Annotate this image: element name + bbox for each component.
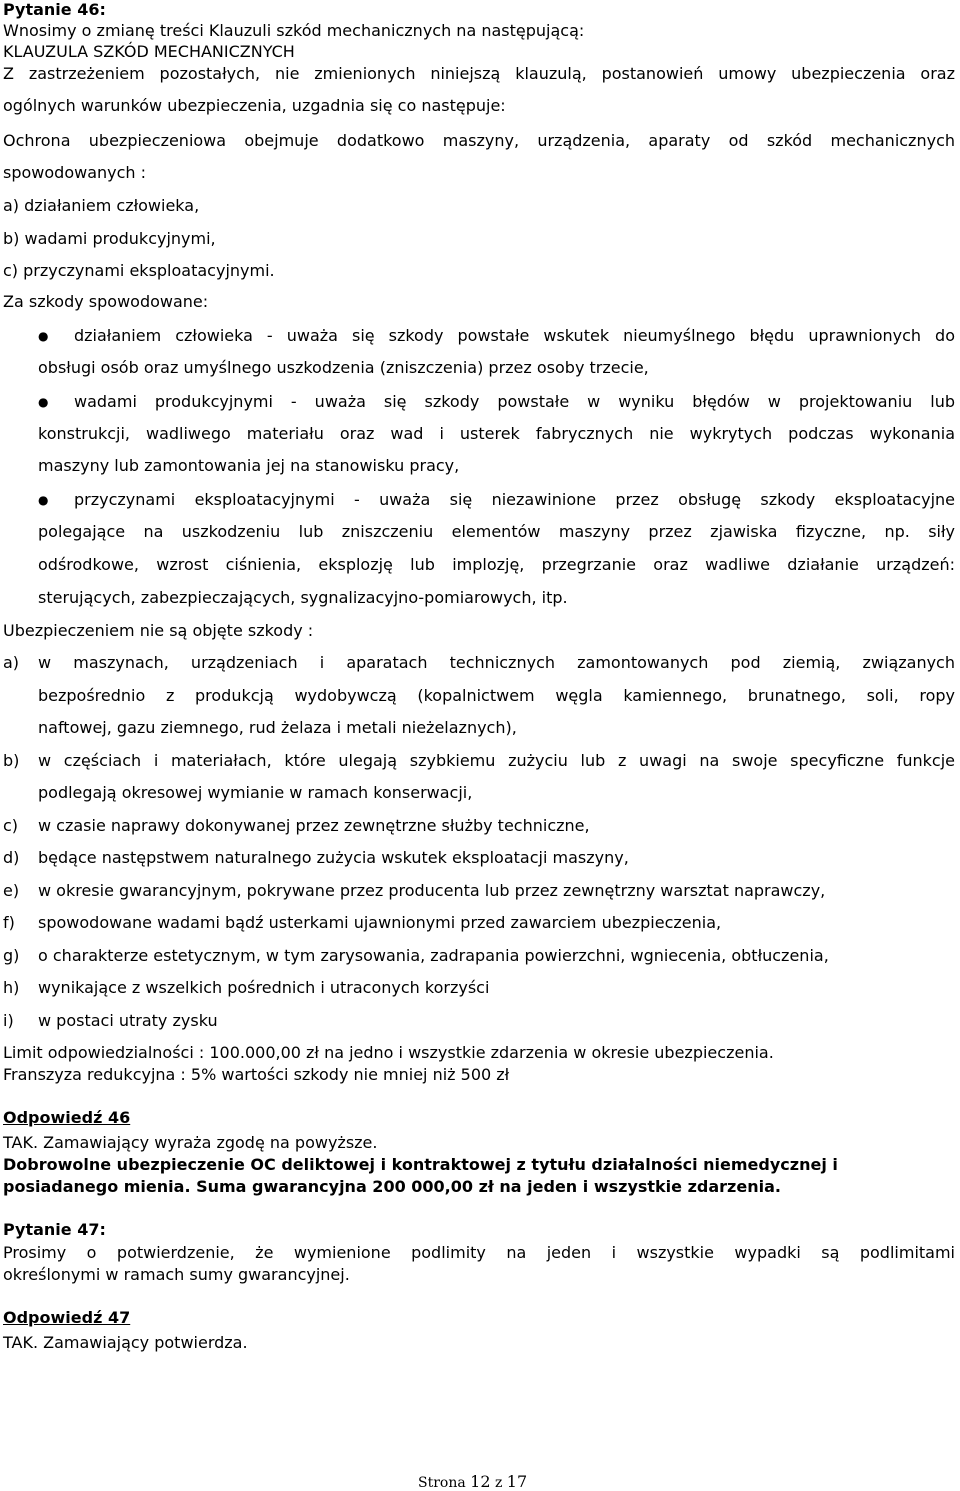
exclusion-g-text: o charakterze estetycznym, w tym zarysowania, zadrapania powierzchni, wgniecenia, obtłuczenia, — [38, 946, 829, 965]
question-46-intro: Wnosimy o zmianę treści Klauzuli szkód mechanicznych na następującą: — [3, 21, 585, 40]
exclusion-e-text: w okresie gwarancyjnym, pokrywane przez producenta lub przez zewnętrzny warsztat naprawczy, — [38, 881, 826, 900]
bullet-3-line-4: sterujących, zabezpieczających, sygnalizacyjno-pomiarowych, itp. — [38, 588, 568, 607]
answer-46-bold-line-1: Dobrowolne ubezpieczenie OC deliktowej i kontraktowej z tytułu działalności niemedycznej i — [3, 1155, 838, 1174]
exclusion-h-text: wynikające z wszelkich pośrednich i utraconych korzyści — [38, 978, 490, 997]
bullet-3-line-3: odśrodkowe, wzrost ciśnienia, eksplozję lub implozję, przegrzanie oraz wadliwe działanie urządzeń: — [38, 555, 955, 574]
exclusion-i-label: i) — [3, 1011, 14, 1030]
exclusion-a-line-3: naftowej, gazu ziemnego, rud żelaza i metali nieżelaznych), — [38, 718, 517, 737]
question-47-line-1: Prosimy o potwierdzenie, że wymienione podlimity na jeden i wszystkie wypadki są podlimitami — [3, 1243, 955, 1262]
exclusion-a-line-1: w maszynach, urządzeniach i aparatach technicznych zamontowanych pod ziemią, związanych — [38, 653, 955, 672]
exclusions-intro: Ubezpieczeniem nie są objęte szkody : — [3, 621, 314, 640]
exclusion-c-text: w czasie naprawy dokonywanej przez zewnętrzne służby techniczne, — [38, 816, 590, 835]
clause-title: KLAUZULA SZKÓD MECHANICZNYCH — [3, 42, 295, 61]
footer-total-pages: 17 — [506, 1472, 528, 1491]
exclusion-b-line-2: podlegają okresowej wymianie w ramach konserwacji, — [38, 783, 473, 802]
za-szkody-label: Za szkody spowodowane: — [3, 292, 209, 311]
exclusion-e-label: e) — [3, 881, 20, 900]
exclusion-i-text: w postaci utraty zysku — [38, 1011, 218, 1030]
answer-47-text: TAK. Zamawiający potwierdza. — [3, 1333, 248, 1352]
bullet-2-line-3: maszyny lub zamontowania jej na stanowisku pracy, — [38, 456, 460, 475]
answer-46-heading: Odpowiedź 46 — [3, 1108, 131, 1127]
exclusion-d-text: będące następstwem naturalnego zużycia wskutek eksploatacji maszyny, — [38, 848, 629, 867]
cause-b: b) wadami produkcyjnymi, — [3, 229, 216, 248]
question-47-line-2: określonymi w ramach sumy gwarancyjnej. — [3, 1265, 350, 1284]
bullet-2-line-1: wadami produkcyjnymi - uważa się szkody powstałe w wyniku błędów w projektowaniu lub — [74, 392, 955, 411]
bullet-marker: ● — [38, 493, 49, 507]
exclusion-b-line-1: w częściach i materiałach, które ulegają szybkiemu zużyciu lub z uwagi na swoje specyficzne funkcje — [38, 751, 955, 770]
answer-46-text: TAK. Zamawiający wyraża zgodę na powyższe. — [3, 1133, 378, 1152]
exclusion-d-label: d) — [3, 848, 20, 867]
clause-paragraph-2-line-1: Ochrona ubezpieczeniowa obejmuje dodatkowo maszyny, urządzenia, aparaty od szkód mechanicznych — [3, 131, 955, 150]
bullet-1-line-2: obsługi osób oraz umyślnego uszkodzenia (zniszczenia) przez osoby trzecie, — [38, 358, 649, 377]
footer-prefix: Strona — [418, 1475, 471, 1491]
answer-46-bold-line-2: posiadanego mienia. Suma gwarancyjna 200 000,00 zł na jeden i wszystkie zdarzenia. — [3, 1177, 781, 1196]
exclusion-a-line-2: bezpośrednio z produkcją wydobywczą (kopalnictwem węgla kamiennego, brunatnego, soli, ropy — [38, 686, 955, 705]
liability-limit: Limit odpowiedzialności : 100.000,00 zł na jedno i wszystkie zdarzenia w okresie ubezpieczenia. — [3, 1043, 774, 1062]
exclusion-h-label: h) — [3, 978, 20, 997]
clause-paragraph-2-line-2: spowodowanych : — [3, 163, 147, 182]
question-47-heading: Pytanie 47: — [3, 1220, 106, 1239]
clause-paragraph-1-line-1: Z zastrzeżeniem pozostałych, nie zmienionych niniejszą klauzulą, postanowień umowy ubezpieczenia oraz — [3, 64, 955, 83]
bullet-1-line-1: działaniem człowieka - uważa się szkody powstałe wskutek nieumyślnego błędu uprawnionych do — [74, 326, 955, 345]
exclusion-c-label: c) — [3, 816, 19, 835]
bullet-3-line-2: polegające na uszkodzeniu lub zniszczeniu elementów maszyny przez zjawiska fizyczne, np. siły — [38, 522, 955, 541]
exclusion-f-label: f) — [3, 913, 15, 932]
exclusion-a-label: a) — [3, 653, 20, 672]
clause-paragraph-1-line-2: ogólnych warunków ubezpieczenia, uzgadnia się co następuje: — [3, 96, 506, 115]
bullet-3-line-1: przyczynami eksploatacyjnymi - uważa się niezawinione przez obsługę szkody eksploatacyjne — [74, 490, 955, 509]
exclusion-g-label: g) — [3, 946, 20, 965]
cause-a: a) działaniem człowieka, — [3, 196, 200, 215]
bullet-marker: ● — [38, 395, 49, 409]
deductible: Franszyza redukcyjna : 5% wartości szkody nie mniej niż 500 zł — [3, 1065, 510, 1084]
question-46-heading: Pytanie 46: — [3, 0, 106, 19]
footer-separator: z — [490, 1475, 507, 1491]
bullet-2-line-2: konstrukcji, wadliwego materiału oraz wad i usterek fabrycznych nie wykrytych podczas wykonania — [38, 424, 955, 443]
exclusion-f-text: spowodowane wadami bądź usterkami ujawnionymi przed zawarciem ubezpieczenia, — [38, 913, 722, 932]
exclusion-b-label: b) — [3, 751, 20, 770]
bullet-marker: ● — [38, 329, 49, 343]
footer-page-number: 12 — [470, 1472, 491, 1491]
cause-c: c) przyczynami eksploatacyjnymi. — [3, 261, 275, 280]
answer-47-heading: Odpowiedź 47 — [3, 1308, 131, 1327]
page-footer — [418, 1472, 527, 1491]
